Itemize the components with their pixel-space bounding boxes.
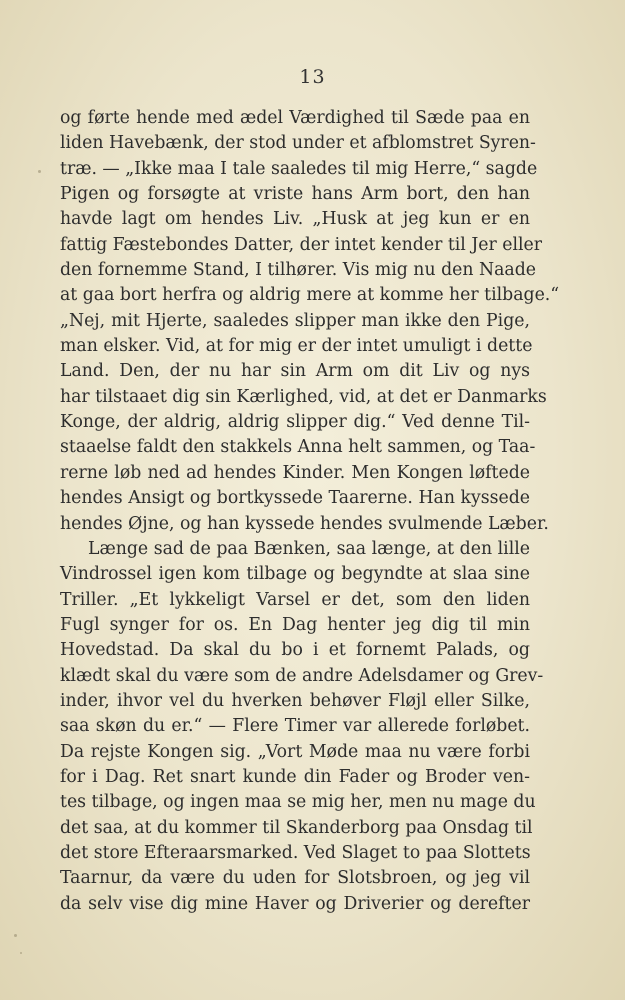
paper-speck xyxy=(20,952,22,954)
text-line: tes tilbage, og ingen maa se mig her, men nu mage du xyxy=(60,792,536,813)
text-line: rerne løb ned ad hendes Kinder. Men Kongen løftede xyxy=(60,462,530,483)
text-line: liden Havebænk, der stod under et afblomstret Syren- xyxy=(60,133,536,154)
text-line: „Nej, mit Hjerte, saaledes slipper man ikke den Pige, xyxy=(60,310,530,331)
text-line: at gaa bort herfra og aldrig mere at komme her tilbage.“ xyxy=(60,285,560,306)
text-line: saa skøn du er.“ — Flere Timer var allerede forløbet. xyxy=(60,716,530,737)
text-line: har tilstaaet dig sin Kærlighed, vid, at det er Danmarks xyxy=(60,386,547,407)
text-line: hendes Øjne, og han kyssede hendes svulmende Læber. xyxy=(60,513,549,534)
paper-speck xyxy=(14,934,17,937)
text-line: havde lagt om hendes Liv. „Husk at jeg kun er en xyxy=(60,209,530,230)
text-line: det saa, at du kommer til Skanderborg paa Onsdag til xyxy=(60,817,533,838)
text-line: fattig Fæstebondes Datter, der intet kender til Jer eller xyxy=(60,234,542,255)
text-line: da selv vise dig mine Haver og Driverier og derefter xyxy=(60,893,530,914)
text-line: Fugl synger for os. En Dag henter jeg dig til min xyxy=(60,614,530,635)
text-line: og førte hende med ædel Værdighed til Sæde paa en xyxy=(60,108,530,128)
text-line: Vindrossel igen kom tilbage og begyndte at slaa sine xyxy=(60,564,530,585)
text-line: man elsker. Vid, at for mig er der intet umuligt i dette xyxy=(60,336,533,357)
text-line: den fornemme Stand, I tilhører. Vis mig nu den Naade xyxy=(60,260,536,281)
text-line: Land. Den, der nu har sin Arm om dit Liv og nys xyxy=(60,361,530,382)
text-line: Taarnur, da være du uden for Slotsbroen, og jeg vil xyxy=(60,868,530,889)
page-number: 13 xyxy=(299,66,326,88)
text-line: for i Dag. Ret snart kunde din Fader og Broder ven- xyxy=(60,766,530,787)
paper-speck xyxy=(38,170,41,173)
text-line: Hovedstad. Da skal du bo i et fornemt Palads, og xyxy=(60,640,530,661)
text-line: Pigen og forsøgte at vriste hans Arm bort, den han xyxy=(60,184,530,205)
text-line: klædt skal du være som de andre Adelsdamer og Grev- xyxy=(60,665,544,686)
text-line: Da rejste Kongen sig. „Vort Møde maa nu være forbi xyxy=(60,741,530,762)
body-text xyxy=(60,106,560,917)
text-line: træ. — „Ikke maa I tale saaledes til mig Herre,“ sagde xyxy=(60,158,538,179)
text-line: hendes Ansigt og bortkyssede Taarerne. Han kyssede xyxy=(60,488,530,509)
text-line: det store Efteraarsmarked. Ved Slaget to paa Slottets xyxy=(60,842,531,863)
text-line: Triller. „Et lykkeligt Varsel er det, som den liden xyxy=(60,589,530,610)
text-line: staaelse faldt den stakkels Anna helt sammen, og Taa- xyxy=(60,437,536,458)
text-line: Konge, der aldrig, aldrig slipper dig.“ Ved denne Til- xyxy=(60,412,530,433)
text-line: Længe sad de paa Bænken, saa længe, at den lille xyxy=(88,538,530,559)
text-line: inder, ihvor vel du hverken behøver Fløjl eller Silke, xyxy=(60,690,530,711)
